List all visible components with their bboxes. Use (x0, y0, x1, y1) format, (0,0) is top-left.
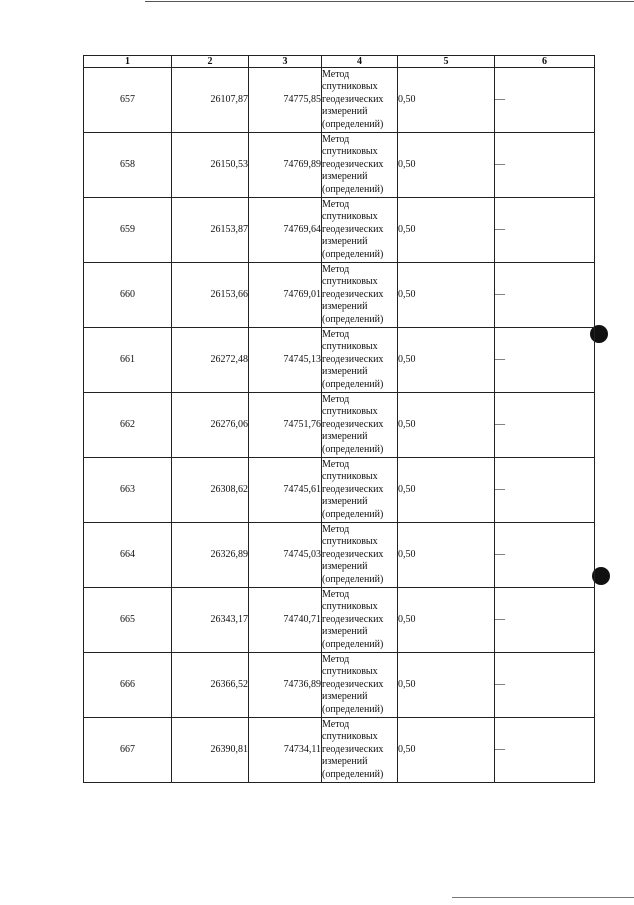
note-cell: — (495, 393, 595, 458)
method-cell (322, 263, 398, 328)
coordinate-y-cell: 74769,01 (249, 263, 322, 328)
note-cell: — (495, 523, 595, 588)
note-cell: — (495, 458, 595, 523)
method-line: измерений (322, 171, 368, 183)
point-number-cell: 663 (84, 458, 172, 523)
method-line: геодезических (322, 613, 384, 625)
table-row (84, 263, 595, 328)
method-cell (322, 328, 398, 393)
method-cell (322, 133, 398, 198)
method-line: Метод (322, 458, 350, 470)
coordinate-x-cell: 26366,52 (172, 653, 249, 718)
coordinate-y-cell: 74745,61 (249, 458, 322, 523)
method-line: Метод (322, 328, 350, 340)
method-cell (322, 68, 398, 133)
coordinate-y-cell: 74769,89 (249, 133, 322, 198)
method-line: измерений (322, 236, 368, 248)
coordinate-y-cell: 74775,85 (249, 68, 322, 133)
method-line: геодезических (322, 288, 384, 300)
method-line: (определений) (322, 183, 384, 195)
coordinate-y-cell: 74769,64 (249, 198, 322, 263)
method-line: спутниковых (322, 471, 378, 483)
note-cell: — (495, 133, 595, 198)
method-line: измерений (322, 106, 368, 118)
method-line: (определений) (322, 378, 384, 390)
method-line: геодезических (322, 418, 384, 430)
table-row (84, 523, 595, 588)
method-line: измерений (322, 431, 368, 443)
method-line: Метод (322, 263, 350, 275)
method-line: (определений) (322, 573, 384, 585)
coordinate-x-cell: 26272,48 (172, 328, 249, 393)
accuracy-cell: 0,50 (398, 588, 495, 653)
header-col-1: 1 (84, 56, 172, 68)
point-number-cell: 662 (84, 393, 172, 458)
method-line: (определений) (322, 313, 384, 325)
method-line: Метод (322, 653, 350, 665)
bottom-edge-line (452, 897, 634, 898)
method-line: Метод (322, 718, 350, 730)
table-row (84, 133, 595, 198)
coordinate-y-cell: 74751,76 (249, 393, 322, 458)
method-line: (определений) (322, 703, 384, 715)
method-line: геодезических (322, 93, 384, 105)
method-line: геодезических (322, 158, 384, 170)
method-line: спутниковых (322, 666, 378, 678)
accuracy-cell: 0,50 (398, 328, 495, 393)
table-row (84, 458, 595, 523)
table-row (84, 68, 595, 133)
method-line: Метод (322, 393, 350, 405)
method-line: (определений) (322, 443, 384, 455)
accuracy-cell: 0,50 (398, 133, 495, 198)
coordinate-x-cell: 26343,17 (172, 588, 249, 653)
coordinate-y-cell: 74736,89 (249, 653, 322, 718)
coordinate-x-cell: 26276,06 (172, 393, 249, 458)
point-number-cell: 666 (84, 653, 172, 718)
table-row (84, 198, 595, 263)
coordinate-x-cell: 26390,81 (172, 718, 249, 783)
point-number-cell: 660 (84, 263, 172, 328)
method-cell (322, 718, 398, 783)
method-line: измерений (322, 626, 368, 638)
method-line: геодезических (322, 678, 384, 690)
table-row (84, 393, 595, 458)
method-line: (определений) (322, 118, 384, 130)
table-row (84, 653, 595, 718)
method-line: спутниковых (322, 341, 378, 353)
method-line: (определений) (322, 638, 384, 650)
method-line: Метод (322, 588, 350, 600)
note-cell: — (495, 653, 595, 718)
table-row (84, 588, 595, 653)
method-cell (322, 458, 398, 523)
coordinate-x-cell: 26326,89 (172, 523, 249, 588)
accuracy-cell: 0,50 (398, 653, 495, 718)
accuracy-cell: 0,50 (398, 523, 495, 588)
accuracy-cell: 0,50 (398, 263, 495, 328)
point-number-cell: 667 (84, 718, 172, 783)
note-cell: — (495, 718, 595, 783)
point-number-cell: 658 (84, 133, 172, 198)
header-col-6: 6 (495, 56, 595, 68)
table-body (84, 68, 595, 783)
method-line: измерений (322, 691, 368, 703)
point-number-cell: 659 (84, 198, 172, 263)
method-line: спутниковых (322, 406, 378, 418)
method-line: спутниковых (322, 601, 378, 613)
coordinate-y-cell: 74740,71 (249, 588, 322, 653)
header-col-2: 2 (172, 56, 249, 68)
note-cell: — (495, 328, 595, 393)
method-line: (определений) (322, 768, 384, 780)
method-line: (определений) (322, 508, 384, 520)
table-row (84, 718, 595, 783)
header-col-3: 3 (249, 56, 322, 68)
method-line: измерений (322, 366, 368, 378)
coordinate-x-cell: 26153,66 (172, 263, 249, 328)
method-line: геодезических (322, 548, 384, 560)
method-cell (322, 523, 398, 588)
coordinate-x-cell: 26153,87 (172, 198, 249, 263)
note-cell: — (495, 263, 595, 328)
coordinate-x-cell: 26308,62 (172, 458, 249, 523)
method-line: измерений (322, 496, 368, 508)
accuracy-cell: 0,50 (398, 718, 495, 783)
coordinate-x-cell: 26107,87 (172, 68, 249, 133)
method-line: Метод (322, 133, 350, 145)
method-line: спутниковых (322, 211, 378, 223)
coordinate-y-cell: 74745,03 (249, 523, 322, 588)
header-col-4: 4 (322, 56, 398, 68)
coordinate-y-cell: 74734,11 (249, 718, 322, 783)
method-line: измерений (322, 301, 368, 313)
point-number-cell: 664 (84, 523, 172, 588)
method-line: геодезических (322, 223, 384, 235)
point-number-cell: 657 (84, 68, 172, 133)
method-line: спутниковых (322, 276, 378, 288)
accuracy-cell: 0,50 (398, 393, 495, 458)
method-line: измерений (322, 561, 368, 573)
accuracy-cell: 0,50 (398, 458, 495, 523)
note-cell: — (495, 198, 595, 263)
table-header (84, 56, 595, 68)
coordinate-x-cell: 26150,53 (172, 133, 249, 198)
table-row (84, 328, 595, 393)
method-line: (определений) (322, 248, 384, 260)
method-line: Метод (322, 523, 350, 535)
header-col-5: 5 (398, 56, 495, 68)
method-cell (322, 393, 398, 458)
coordinate-y-cell: 74745,13 (249, 328, 322, 393)
header-row (84, 56, 595, 68)
note-cell: — (495, 588, 595, 653)
method-line: Метод (322, 68, 350, 80)
point-number-cell: 665 (84, 588, 172, 653)
method-line: спутниковых (322, 146, 378, 158)
method-line: геодезических (322, 743, 384, 755)
method-line: геодезических (322, 483, 384, 495)
method-line: спутниковых (322, 81, 378, 93)
method-cell (322, 588, 398, 653)
accuracy-cell: 0,50 (398, 198, 495, 263)
point-number-cell: 661 (84, 328, 172, 393)
note-cell: — (495, 68, 595, 133)
coordinates-table (83, 55, 595, 783)
method-line: спутниковых (322, 536, 378, 548)
method-line: Метод (322, 198, 350, 210)
top-edge-line (145, 1, 634, 2)
method-cell (322, 198, 398, 263)
method-line: геодезических (322, 353, 384, 365)
accuracy-cell: 0,50 (398, 68, 495, 133)
method-cell (322, 653, 398, 718)
method-line: спутниковых (322, 731, 378, 743)
method-line: измерений (322, 756, 368, 768)
